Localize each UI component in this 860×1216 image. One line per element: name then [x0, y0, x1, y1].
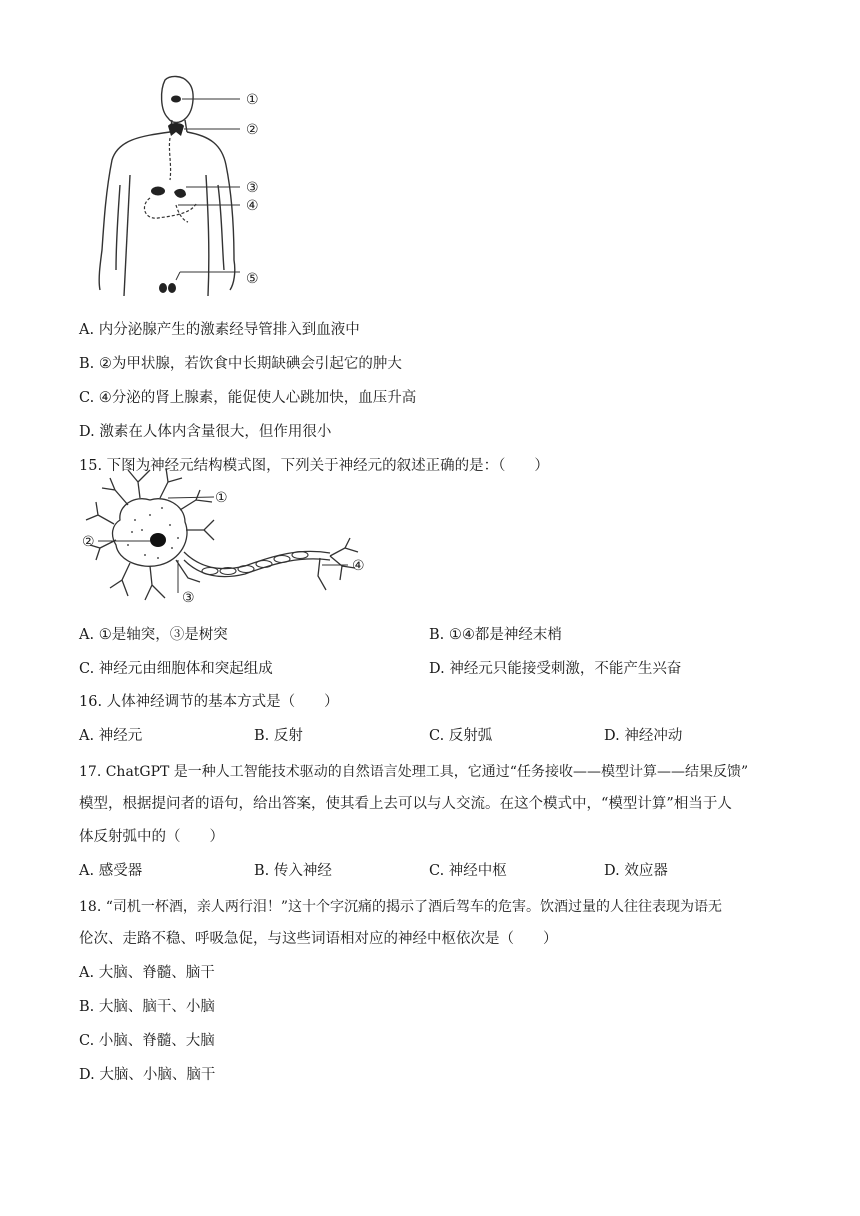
q15-stem: 15. 下图为神经元结构模式图，下列关于神经元的叙述正确的是：（ ）	[79, 458, 549, 474]
q18-option-b: B. 大脑、脑干、小脑	[79, 999, 215, 1015]
figure1-label-5: ⑤	[246, 271, 259, 287]
q17-option-c: C. 神经中枢	[429, 863, 507, 879]
figure2-label-3: ③	[182, 590, 195, 606]
q16-option-d: D. 神经冲动	[604, 728, 683, 744]
figure1-label-1: ①	[246, 92, 259, 108]
q15-option-b: B. ①④都是神经末梢	[429, 627, 562, 643]
q16-option-b: B. 反射	[254, 728, 303, 744]
figure2-label-2: ②	[82, 534, 95, 550]
testis	[159, 283, 167, 293]
q14-option-d: D. 激素在人体内含量很大，但作用很小	[79, 424, 332, 440]
figure2-label-4: ④	[352, 558, 365, 574]
q15-option-d: D. 神经元只能接受刺激，不能产生兴奋	[429, 661, 682, 677]
q16-option-c: C. 反射弧	[429, 728, 493, 744]
q17-option-a: A. 感受器	[79, 863, 143, 879]
q18-option-c: C. 小脑、脊髓、大脑	[79, 1033, 215, 1049]
q18-option-d: D. 大脑、小脑、脑干	[79, 1067, 216, 1083]
q18-stem-line-2: 伦次、走路不稳、呼吸急促，与这些词语相对应的神经中枢依次是（ ）	[79, 931, 558, 947]
q14-option-a: A. 内分泌腺产生的激素经导管排入到血液中	[79, 322, 360, 338]
q15-option-a: A. ①是轴突，③是树突	[79, 627, 228, 643]
thyroid-gland	[168, 123, 184, 136]
q17-stem-line-3: 体反射弧中的（ ）	[79, 829, 224, 845]
figure1-label-4: ④	[246, 198, 259, 214]
figure2-label-1: ①	[215, 490, 228, 506]
q14-option-c: C. ④分泌的肾上腺素，能促使人心跳加快，血压升高	[79, 390, 417, 406]
q15-option-c: C. 神经元由细胞体和突起组成	[79, 661, 273, 677]
pituitary-gland	[171, 96, 181, 103]
q16-option-a: A. 神经元	[79, 728, 143, 744]
figure1-label-2: ②	[246, 122, 259, 138]
nucleus	[150, 533, 166, 547]
q17-stem-line-1: 17. ChatGPT 是一种人工智能技术驱动的自然语言处理工具，它通过“任务接收——模型计算——结果反馈”	[79, 764, 749, 780]
q17-stem-line-2: 模型，根据提问者的语句，给出答案，使其看上去可以与人交流。在这个模式中，“模型计算”相当于人	[79, 796, 732, 812]
q16-stem: 16. 人体神经调节的基本方式是（ ）	[79, 694, 339, 710]
figure1-label-3: ③	[246, 180, 259, 196]
adrenal-gland	[151, 187, 165, 196]
q18-stem-line-1: 18. “司机一杯酒，亲人两行泪！”这十个字沉痛的揭示了酒后驾车的危害。饮酒过量的人往往表现为语无	[79, 899, 723, 915]
q17-option-b: B. 传入神经	[254, 863, 332, 879]
q17-option-d: D. 效应器	[604, 863, 668, 879]
q18-option-a: A. 大脑、脊髓、脑干	[79, 965, 215, 981]
q14-option-b: B. ②为甲状腺，若饮食中长期缺碘会引起它的肿大	[79, 356, 402, 372]
